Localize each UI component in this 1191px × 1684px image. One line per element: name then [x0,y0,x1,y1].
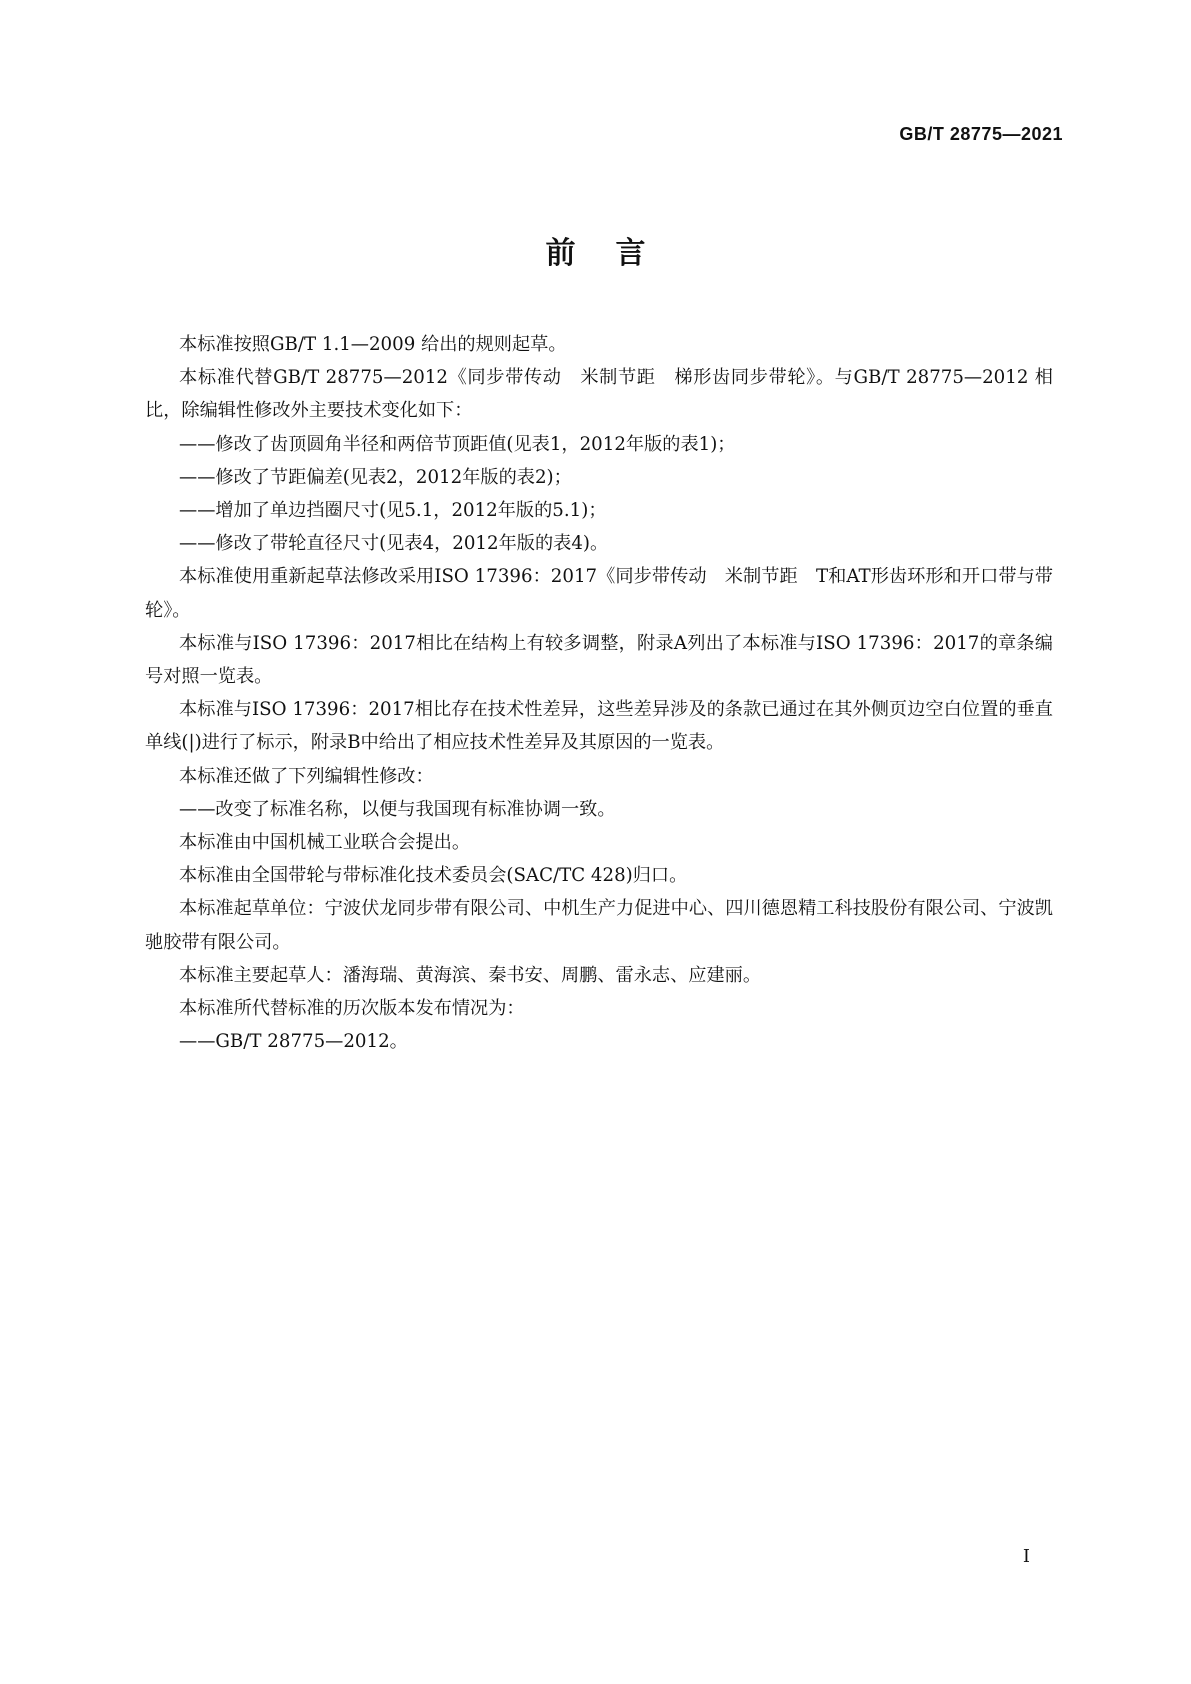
paragraph-technical-differences: 本标准与ISO 17396：2017相比存在技术性差异，这些差异涉及的条款已通过在其外侧页边空白位置的垂直单线(|)进行了标示，附录B中给出了相应技术性差异及其原因的一览表。 [145,699,1053,754]
paragraph-structure-changes: 本标准与ISO 17396：2017相比在结构上有较多调整，附录A列出了本标准与ISO 17396：2017的章条编号对照一览表。 [145,632,1053,688]
paragraph-editorial-changes: 本标准还做了下列编辑性修改： [179,765,434,787]
paragraph-replaces: 本标准代替GB/T 28775—2012《同步带传动 米制节距 梯形齿同步带轮》。与GB/T 28775—2012 相比，除编辑性修改外主要技术变化如下： [145,367,1053,422]
list-item-change-4: ——修改了带轮直径尺寸(见表4，2012年版的表4)。 [179,533,609,555]
list-item-change-3: ——增加了单边挡圈尺寸(见5.1，2012年版的5.1)； [179,500,607,522]
list-item-previous-edition-1: ——GB/T 28775—2012。 [179,1031,408,1053]
foreword-body [145,328,1053,1058]
paragraph-iso-adoption: 本标准使用重新起草法修改采用ISO 17396：2017《同步带传动 米制节距 T和AT形齿环形和开口带与带轮》。 [145,566,1053,621]
paragraph-proposed-by: 本标准由中国机械工业联合会提出。 [179,832,471,854]
paragraph-previous-editions: 本标准所代替标准的历次版本发布情况为： [179,998,525,1020]
list-item-editorial-1: ——改变了标准名称，以便与我国现有标准协调一致。 [179,798,616,820]
paragraph-drafters: 本标准主要起草人：潘海瑞、黄海滨、秦书安、周鹏、雷永志、应建丽。 [179,964,762,986]
paragraph-drafting-rules: 本标准按照GB/T 1.1—2009 给出的规则起草。 [179,334,567,355]
paragraph-centralized-by: 本标准由全国带轮与带标准化技术委员会(SAC/TC 428)归口。 [179,865,688,887]
paragraph-drafting-units: 本标准起草单位：宁波伏龙同步带有限公司、中机生产力促进中心、四川德恩精工科技股份有限公司、宁波凯驰胶带有限公司。 [145,898,1053,953]
page-title: 前言 [545,236,686,271]
list-item-change-1: ——修改了齿顶圆角半径和两倍节顶距值(见表1，2012年版的表1)； [179,433,736,455]
standard-number: GB/T 28775—2021 [899,124,1063,144]
list-item-change-2: ——修改了节距偏差(见表2，2012年版的表2)； [179,466,572,488]
page-number: I [1022,1546,1030,1567]
